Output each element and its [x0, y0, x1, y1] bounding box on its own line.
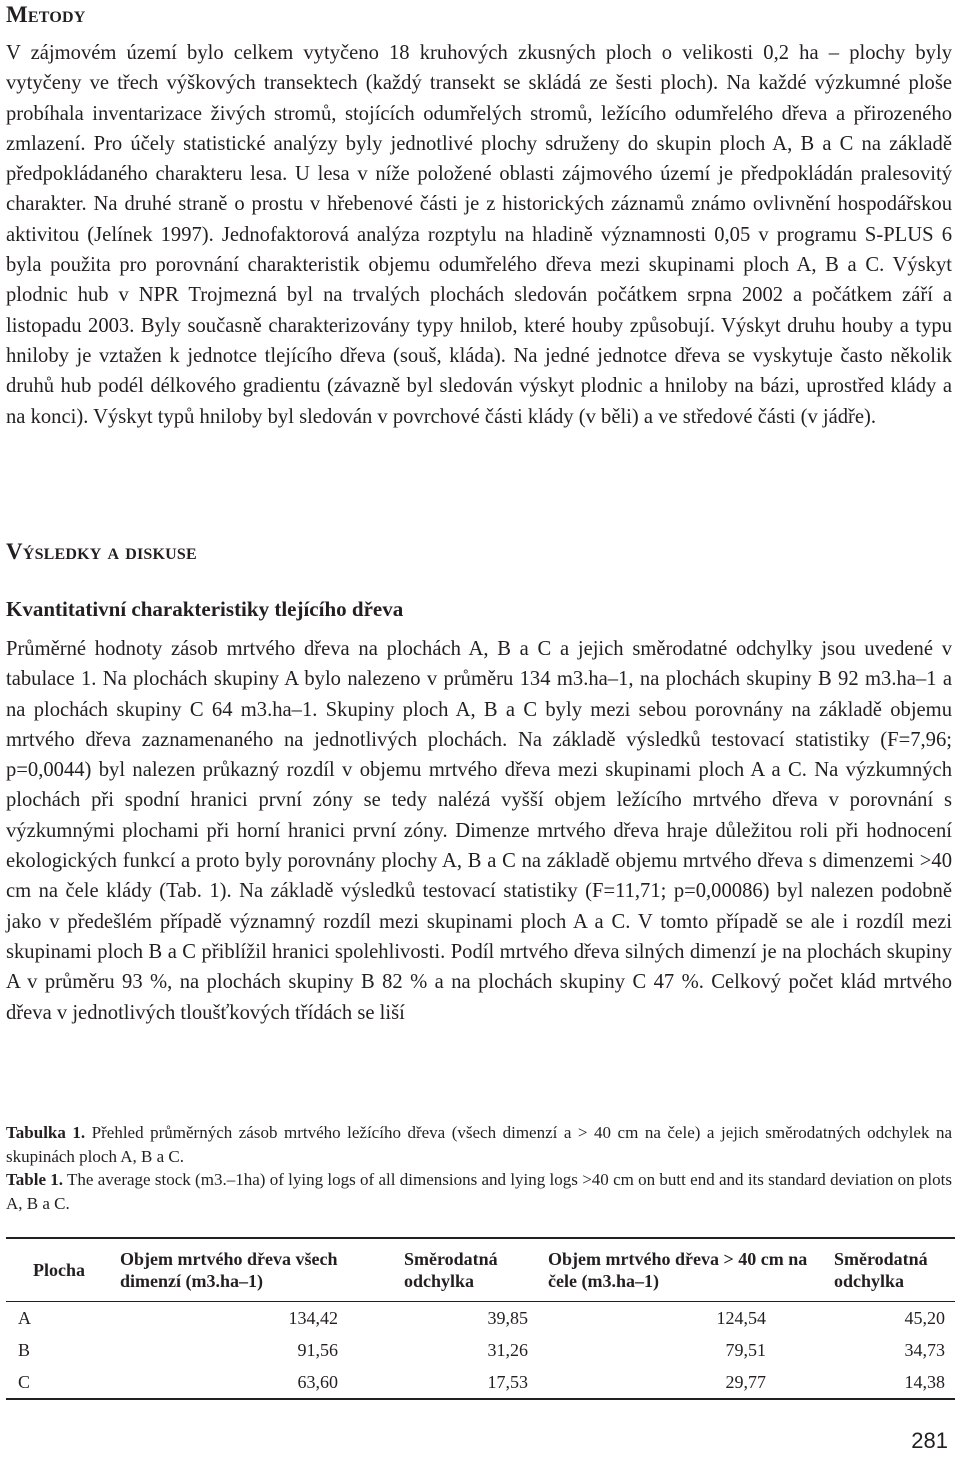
table-header-cell: Směrodatná odchylka: [396, 1238, 540, 1302]
table-caption-cz-label: Tabulka 1.: [6, 1123, 86, 1142]
table-cell: 31,26: [487, 1340, 528, 1360]
page-number: 281: [911, 1428, 948, 1453]
table-cell: 34,73: [904, 1340, 945, 1360]
table-cell: A: [18, 1308, 31, 1328]
table-header-cell: Plocha: [6, 1238, 112, 1302]
table-row: [6, 1366, 955, 1399]
table-header-cell: Objem mrtvého dřeva > 40 cm na čele (m3.ha–1): [540, 1238, 826, 1302]
table-cell: 39,85: [487, 1308, 528, 1328]
table-cell: 45,20: [904, 1308, 945, 1328]
table-cell: 63,60: [112, 1366, 396, 1399]
table-caption-cz-text: Přehled průměrných zásob mrtvého ležícího dřeva (všech dimenzí a > 40 cm na čele) a jejich směrodatných odchylek na skupinách ploch A, B a C.: [6, 1123, 952, 1166]
table-cell: 17,53: [396, 1366, 540, 1399]
table-row: [6, 1334, 955, 1366]
results-paragraph: Průměrné hodnoty zásob mrtvého dřeva na plochách A, B a C a jejich směrodatné odchylky jsou uvedené v tabulace 1. Na plochách skupiny A bylo nalezeno v průměru 134 m3.ha–1, na plochách skupiny B 92 m3.ha–1 a na plochách skupiny C 64 m3.ha–1. Skupiny ploch A, B a C byly mezi sebou porovnány na základě objemu mrtvého dřeva zaznamenaného na jednotlivých plochách. Na základě výsledků testovací statistiky (F=7,96; p=0,0044) byl nalezen průkazný rozdíl v objemu mrtvého dřeva mezi skupinami ploch A a C. Na výzkumných plochách při spodní hranici první zóny se tedy nalézá vyšší objem ležícího mrtvého dřeva v porovnání s výzkumnými plochami při horní hranici první zóny. Dimenze mrtvého dřeva hraje důležitou roli při hodnocení ekologických funkcí a proto byly porovnány plochy A, B a C na základě objemu mrtvého dřeva s dimenzemi >40 cm na čele klády (Tab. 1). Na základě výsledků testovací statistiky (F=11,71; p=0,00086) byl nalezen podobně jako v předešlém případě významný rozdíl mezi skupinami ploch A a C. V tomto případě se ale i rozdíl mezi skupinami ploch B a C přiblížil hranici spolehlivosti. Podíl mrtvého dřeva silných dimenzí je na plochách skupiny A v průměru 93 %, na plochách skupiny B 82 % a na plochách skupiny C 47 %. Celkový počet klád mrtvého dřeva v jednotlivých tloušťkových třídách se liší: [6, 638, 952, 1024]
table-caption-cz: [6, 1121, 952, 1168]
table-caption-en-label: Table 1.: [6, 1170, 64, 1189]
table-header-cell: Objem mrtvého dřeva všech dimenzí (m3.ha–1): [112, 1238, 396, 1302]
table-caption-en-text: The average stock (m3.–1ha) of lying logs of all dimensions and lying logs >40 cm on butt end and its standard deviation on plots A, B a C.: [6, 1170, 952, 1213]
table-cell: 14,38: [826, 1366, 955, 1399]
table-cell: 29,77: [540, 1366, 826, 1399]
table-cell: B: [18, 1340, 31, 1360]
table-cell: 91,56: [297, 1340, 338, 1360]
table-caption-en: [6, 1168, 952, 1215]
table-header-row: [6, 1238, 955, 1302]
table-cell: 124,54: [716, 1308, 766, 1328]
table-row: [6, 1302, 955, 1335]
results-subheading: Kvantitativní charakteristiky tlejícího dřeva: [6, 597, 404, 621]
methods-heading: Metody: [6, 2, 86, 27]
table-header-cell: Směrodatná odchylka: [826, 1238, 955, 1302]
table-cell: 79,51: [725, 1340, 766, 1360]
data-table: [6, 1237, 955, 1400]
table-cell: C: [6, 1366, 112, 1399]
table-cell: 134,42: [288, 1308, 338, 1328]
results-heading: Výsledky a diskuse: [6, 539, 197, 564]
methods-paragraph: V zájmovém území bylo celkem vytyčeno 18 kruhových zkusných ploch o velikosti 0,2 ha – plochy byly vytyčeny ve třech výškových transektech (každý transekt se skládá ze šesti ploch). Na každé výzkumné ploše probíhala inventarizace živých stromů, stojících odumřelých stromů, ležícího odumřelého dřeva a přirozeného zmlazení. Pro účely statistické analýzy byly jednotlivé plochy sdruženy do skupin ploch A, B a C na základě předpokládaného charakteru lesa. U lesa v níže položené oblasti zájmového území je předpokládán pralesovitý charakter. Na druhé straně o prostu v hřebenové části je z historických záznamů známo ovlivnění hospodářskou aktivitou (Jelínek 1997). Jednofaktorová analýza rozptylu na hladině významnosti 0,05 v programu S-PLUS 6 byla použita pro porovnání charakteristik objemu odumřelého dřeva mezi skupinami ploch A, B a C. Výskyt plodnic hub v NPR Trojmezná byl na trvalých plochách sledován počátkem srpna 2002 a počátkem září a listopadu 2003. Byly současně charakterizovány typy hnilob, které houby způsobují. Výskyt druhu houby a typu hniloby je vztažen k jednotce tlejícího dřeva (souš, kláda). Na jedné jednotce dřeva se vyskytuje často několik druhů hub podél délkového gradientu (závazně byl sledován výskyt plodnic a hniloby na bázi, uprostřed klády a na konci). Výskyt typů hniloby byl sledován v povrchové části klády (v běli) a ve středové části (v jádře).: [6, 42, 952, 428]
